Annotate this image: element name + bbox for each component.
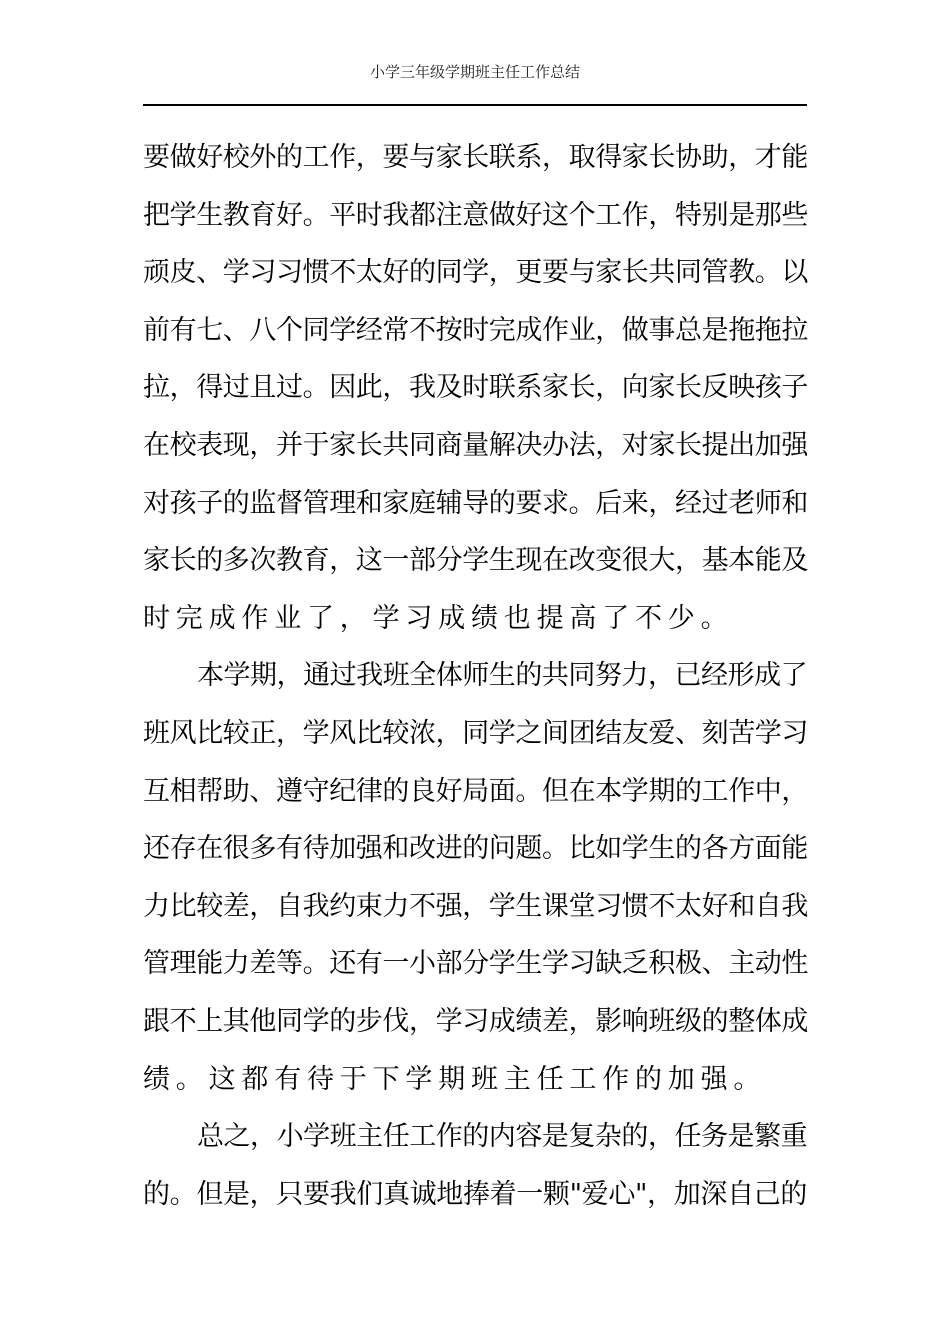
- text-line: 把学生教育好。平时我都注意做好这个工作，特别是那些: [143, 199, 808, 231]
- text-line: 对孩子的监督管理和家庭辅导的要求。后来，经过老师和: [143, 487, 808, 519]
- page-header-title: 小学三年级学期班主任工作总结: [369, 63, 580, 81]
- text-line: 力比较差，自我约束力不强，学生课堂习惯不太好和自我: [143, 890, 808, 922]
- text-line: 顽皮、学习习惯不太好的同学，更要与家长共同管教。以: [143, 257, 808, 289]
- header-divider: [143, 104, 807, 106]
- text-line: 家长的多次教育，这一部分学生现在改变很大，基本能及: [143, 545, 808, 577]
- text-line: 在校表现，并于家长共同商量解决办法，对家长提出加强: [143, 429, 808, 461]
- text-line: 要做好校外的工作，要与家长联系，取得家长协助，才能: [143, 142, 808, 173]
- document-body: [143, 129, 807, 1223]
- text-line: 班风比较正，学风比较浓，同学之间团结友爱、刻苦学习: [143, 717, 808, 749]
- text-line: 还存在很多有待加强和改进的问题。比如学生的各方面能: [143, 833, 808, 865]
- text-line: 跟不上其他同学的步伐，学习成绩差，影响班级的整体成: [143, 1005, 808, 1037]
- paragraph-2: [143, 647, 807, 1108]
- text-line: 时完成作业了，学习成绩也提高了不少。: [143, 602, 734, 634]
- text-line: 本学期，通过我班全体师生的共同努力，已经形成了: [197, 660, 807, 692]
- text-line: 的。但是，只要我们真诚地捧着一颗"爱心"，加深自己的: [143, 1178, 807, 1210]
- text-line: 互相帮助、遵守纪律的良好局面。但在本学期的工作中，: [143, 775, 808, 807]
- text-line: 管理能力差等。还有一小部分学生学习缺乏积极、主动性: [143, 948, 808, 980]
- text-line: 前有七、八个同学经常不按时完成作业，做事总是拖拖拉: [143, 314, 808, 346]
- paragraph-1: [143, 129, 807, 647]
- text-line: 拉，得过且过。因此，我及时联系家长，向家长反映孩子: [143, 372, 808, 404]
- text-line: 总之，小学班主任工作的内容是复杂的，任务是繁重: [197, 1121, 807, 1153]
- paragraph-3: [143, 1108, 807, 1223]
- text-line: 绩。这都有待于下学期班主任工作的加强。: [143, 1063, 767, 1095]
